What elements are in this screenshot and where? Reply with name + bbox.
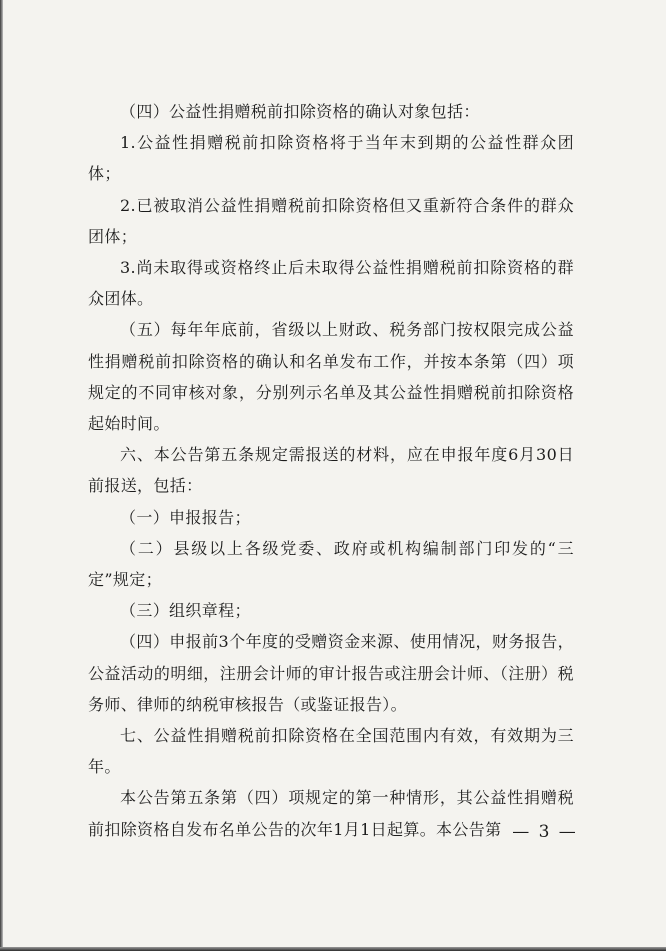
paragraph-scope-item-2: 2.已被取消公益性捐赠税前扣除资格但又重新符合条件的群众团体； xyxy=(88,195,574,246)
scan-bottom-edge xyxy=(0,947,666,951)
paragraph-material-2: （二）县级以上各级党委、政府或机构编制部门印发的“三定”规定； xyxy=(88,538,574,590)
paragraph-validity-start: 本公告第五条第（四）项规定的第一种情形，其公益性捐赠税前扣除资格自发布名单公告的次年1月1日起算。本公告第 xyxy=(88,788,574,839)
paragraph-material-3: （三）组织章程； xyxy=(120,601,251,621)
scan-left-edge xyxy=(0,0,3,951)
paragraph-scope-item-3: 3.尚未取得或资格终止后未取得公益性捐赠税前扣除资格的群众团体。 xyxy=(88,258,574,309)
page-number: — 3 — xyxy=(512,822,578,842)
paragraph-4-scope-heading: （四）公益性捐赠税前扣除资格的确认对象包括： xyxy=(120,102,480,121)
paragraph-article-7: 七、公益性捐赠税前扣除资格在全国范围内有效，有效期为三年。 xyxy=(88,726,574,777)
paragraph-material-1: （一）申报报告； xyxy=(120,507,251,527)
paragraph-material-4: （四）申报前3个年度的受赠资金来源、使用情况，财务报告，公益活动的明细，注册会计师的审计报告或注册会计师、（注册）税务师、律师的纳税审核报告（或鉴证报告）。 xyxy=(88,632,574,714)
document-body xyxy=(88,96,574,845)
paragraph-scope-item-1: 1.公益性捐赠税前扣除资格将于当年末到期的公益性群众团体； xyxy=(88,133,574,184)
paragraph-article-6: 六、本公告第五条规定需报送的材料，应在申报年度6月30日前报送，包括： xyxy=(88,445,574,496)
paragraph-5-confirmation: （五）每年年底前，省级以上财政、税务部门按权限完成公益性捐赠税前扣除资格的确认和名单发布工作，并按本条第（四）项规定的不同审核对象，分别列示名单及其公益性捐赠税前扣除资格起始时间。 xyxy=(88,320,574,434)
